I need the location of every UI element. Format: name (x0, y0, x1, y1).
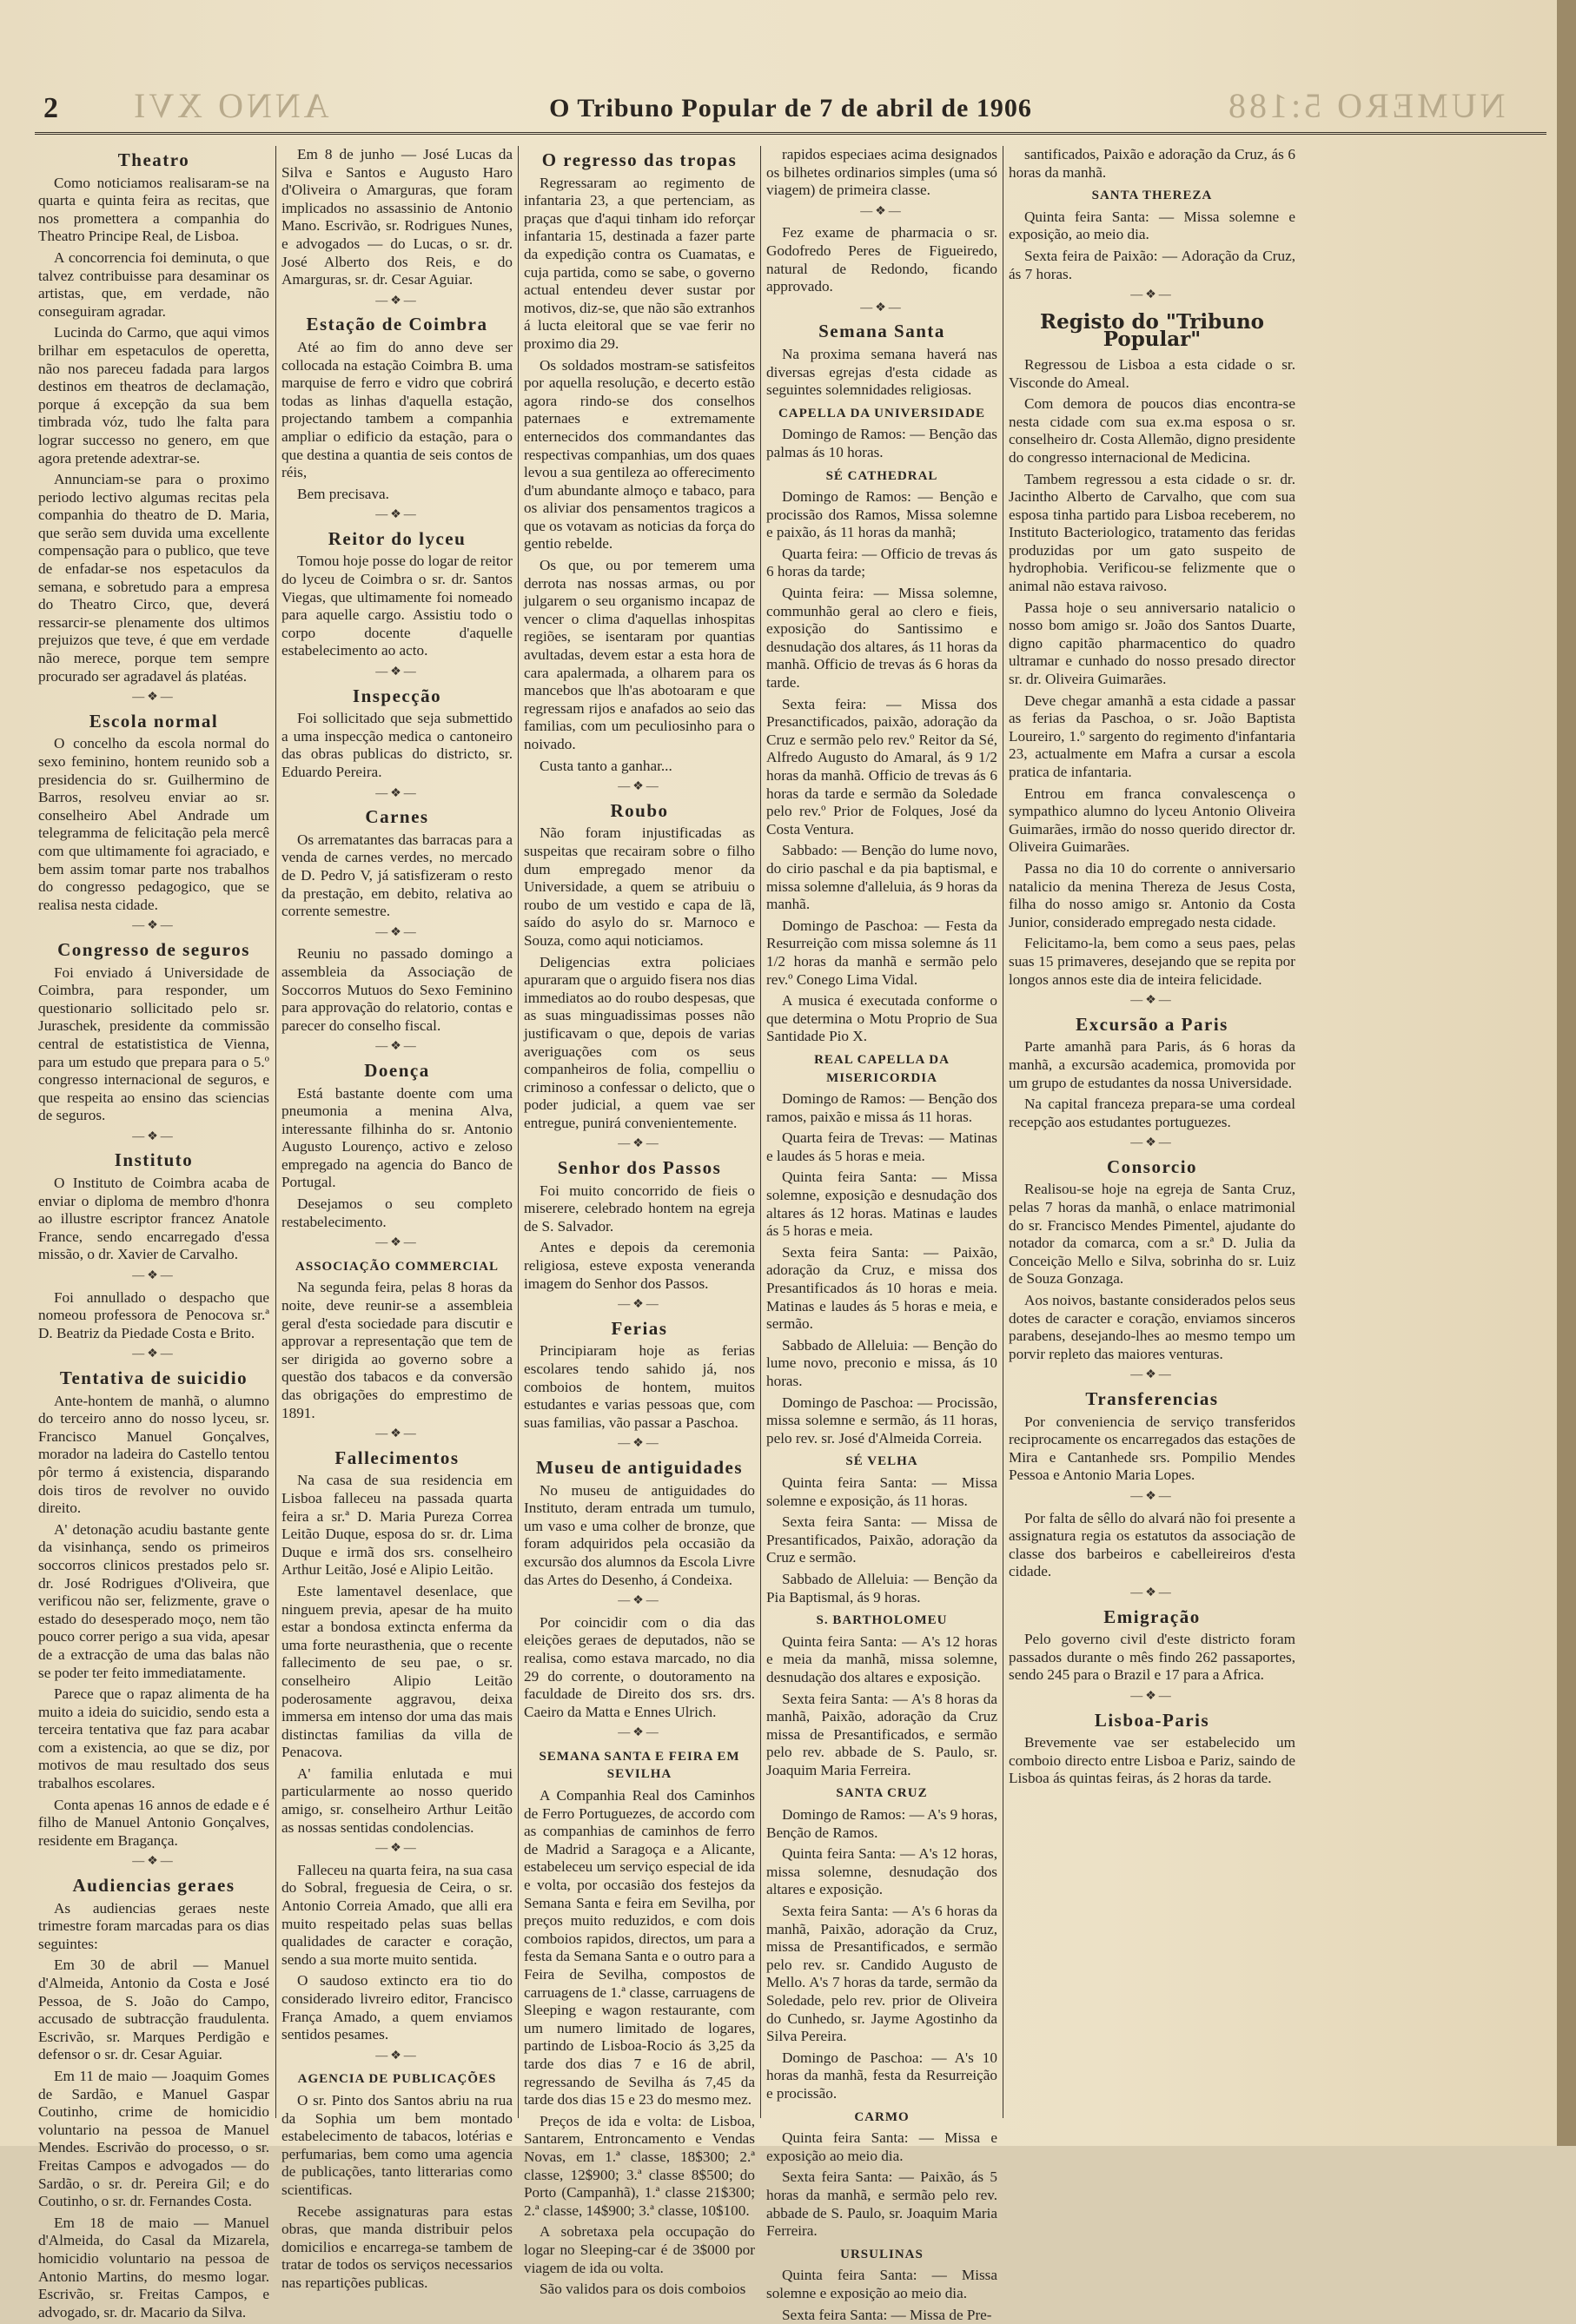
paragraph: Annunciam-se para o proximo periodo lectivo algumas recitas pela companhia do theatro de D. Maria, que serão sem duvida uma excellente compensação para o publico, que teve de enfadar-se nos espetaculos da semana, e sobretudo para a empresa do Theatro Circo, que, deverá ressarcir-se plenamente dos ultimos prejuizos que teve, é que em verdade não merece, porque tem sempre procurado ser agradavel ás platéas. (38, 471, 269, 685)
heading-reitor: Reitor do lyceu (281, 530, 513, 548)
paragraph: Falleceu na quarta feira, na sua casa do Sobral, freguesia de Ceira, o sr. Antonio Correia Amado, que alli era muito respeitado pelas suas bellas qualidades de caracter e coração, sendo a sua morte muito sentida. (281, 1862, 513, 1970)
paragraph: Sexta feira Santa: — Missa de Presantificados, Paixão, adoração da Cruz e sermão. (766, 1513, 997, 1567)
column-rule (518, 146, 519, 2118)
column-2 (281, 146, 513, 2118)
paragraph: Sexta feira Santa: — Missa de Pre- (766, 2307, 997, 2324)
paragraph: Sexta feira de Paixão: — Adoração da Cruz, ás 7 horas. (1009, 248, 1295, 283)
paragraph: O Instituto de Coimbra acaba de enviar o diploma de membro d'honra ao illustre escriptor francez Anatole France, sendo encarregado d'essa missão, o dr. Xavier de Carvalho. (38, 1175, 269, 1264)
paragraph: Os arrematantes das barracas para a venda de carnes verdes, no mercado de D. Pedro V, já satisfizeram o resto da prestação, em debito, relativa ao corrente semestre. (281, 831, 513, 921)
column-1 (38, 146, 269, 2118)
heading-tentativa: Tentativa de suicidio (38, 1369, 269, 1387)
paragraph: Quinta feira Santa: — Missa solemne e exposição, ás 11 horas. (766, 1474, 997, 1510)
paragraph: Domingo de Paschoa: — A's 10 horas da manhã, festa da Resurreição e procissão. (766, 2049, 997, 2103)
paragraph: Lucinda do Carmo, que aqui vimos brilhar em espetaculos de operetta, não nos pareceu fadada para largos destinos em theatros de declamação, porque á excepção da sua bem timbrada vóz, tudo lhe falta para lograr successo no genero, em que agora pretende adextrar-se. (38, 324, 269, 467)
ornament: —❖— (281, 1426, 513, 1444)
page-edge (1557, 0, 1576, 2146)
bleed-through-right: NUMERO 5:188 (1225, 85, 1505, 126)
ornament: —❖— (766, 300, 997, 318)
paragraph: santificados, Paixão e adoração da Cruz, ás 6 horas da manhã. (1009, 146, 1295, 182)
paragraph: Sexta feira Santa: — Paixão, ás 5 horas da manhã, e sermão pelo rev. abbade de S. Paulo, sr. Joaquim Maria Ferreira. (766, 2168, 997, 2240)
heading-audiencias: Audiencias geraes (38, 1877, 269, 1895)
heading-roubo: Roubo (524, 802, 755, 820)
paragraph: Na segunda feira, pelas 8 horas da noite, deve reunir-se a assembleia geral d'esta sociedade para discutir e approvar a representação que tem de ser dirigida ao governo sobre a questão dos tabacos e da conversão das obrigações do emprestimo de 1891. (281, 1279, 513, 1422)
paragraph: Passa no dia 10 do corrente o anniversario natalicio da menina Thereza de Jesus Costa, filha do nosso amigo sr. Antonio da Costa Junior, considerado empregado nesta cidade. (1009, 860, 1295, 931)
ornament: —❖— (524, 778, 755, 797)
subheading: SANTA CRUZ (766, 1784, 997, 1803)
heading-ferias: Ferias (524, 1320, 755, 1338)
paragraph: Entrou em franca convalescença o sympathico alumno do lyceu Antonio Oliveira Guimarães, irmão do nosso querido director dr. Oliveira Guimarães. (1009, 785, 1295, 857)
ornament: —❖— (524, 1296, 755, 1314)
paragraph: Regressaram ao regimento de infantaria 23, a que pertenciam, as praças que d'aqui tinham ido reforçar infantaria 15, destinada a fazer parte da expedição contra os Cuamatas, e cuja partida, como se sabe, o governo actual entendeu dever sustar por motivos, diz-se, que não são extranhos á lucta eleitoral que se vae ferir no proximo dia 29. (524, 175, 755, 354)
paragraph: Deve chegar amanhã a esta cidade a passar as ferias da Paschoa, o sr. João Baptista Loureiro, 1.º sargento do regimento d'infantaria 23, actualmente em Mafra a cursar a escola pratica de infantaria. (1009, 692, 1295, 782)
heading-lisboa-paris: Lisboa-Paris (1009, 1712, 1295, 1730)
paragraph: Sexta feira Santa: — A's 8 horas da manhã, Paixão, adoração da Cruz missa de Presantificados, e sermão pelo rev. abbade de S. Paulo, sr. Joaquim Maria Ferreira. (766, 1691, 997, 1780)
paragraph: Em 18 de maio — Manuel d'Almeida, do Casal da Mizarela, homicidio voluntario na pessoa de Antonio Martins, do mesmo logar. Escrivão, sr. Freitas Campos, e advogado, sr. dr. Macario da Silva. (38, 2215, 269, 2322)
ornament: —❖— (1009, 1688, 1295, 1706)
paragraph: Quinta feira: — Missa solemne, communhão geral ao clero e fieis, exposição do Santissimo e desnudação dos altares, ás 11 horas da manhã. Officio de trevas ás 6 horas da tarde. (766, 585, 997, 692)
paragraph: Quinta feira Santa: — Missa e exposição ao meio dia. (766, 2129, 997, 2165)
column-5 (1009, 146, 1295, 2118)
paragraph: Na casa de sua residencia em Lisboa falleceu na passada quarta feira a sr.ª D. Maria Pureza Correa Leitão Duque, esposa do sr. dr. Lima Duque e irmã dos srs. conselheiro Arthur Leitão, José e Alipio Leitão. (281, 1472, 513, 1579)
ornament: —❖— (524, 1725, 755, 1743)
paragraph: Custa tanto a ganhar... (524, 758, 755, 776)
paragraph: Quinta feira Santa: — Missa solemne, exposição e desnudação dos altares ás 12 horas. Matinas e laudes ás 5 horas e meia. (766, 1169, 997, 1240)
paragraph: Sexta feira: — Missa dos Presanctificados, paixão, adoração da Cruz e sermão pelo rev.º Reitor da Sé, Alfredo Augusto do Amaral, ás 9 1/2 horas da manhã. Officio de trevas ás 6 horas da tarde e sermão da Soledade pelo rev.º Prior de Folques, José da Costa Ventura. (766, 696, 997, 839)
paragraph: Conta apenas 16 annos de edade e é filho de Manuel Antonio Gonçalves, residente em Bragança. (38, 1797, 269, 1851)
paragraph: Brevemente vae ser estabelecido um comboio directo entre Lisboa e Pariz, saindo de Lisboa ás quintas feiras, ás 2 horas da tarde. (1009, 1734, 1295, 1788)
paragraph: Fez exame de pharmacia o sr. Godofredo Peres de Figueiredo, natural de Redondo, ficando approvado. (766, 224, 997, 295)
columns (35, 146, 1546, 2127)
heading-fallecimentos: Fallecimentos (281, 1449, 513, 1467)
paragraph: Está bastante doente com uma pneumonia a menina Alva, interessante filhinha do sr. Antonio Augusto Lourenço, activo e zeloso empregado na agencia do Banco de Portugal. (281, 1085, 513, 1193)
heading-museu: Museu de antiguidades (524, 1459, 755, 1477)
column-4 (766, 146, 997, 2118)
paragraph: Desejamos o seu completo restabelecimento. (281, 1195, 513, 1231)
heading-theatro: Theatro (38, 151, 269, 169)
paragraph: Realisou-se hoje na egreja de Santa Cruz, pelas 7 horas da manhã, o enlace matrimonial do sr. Francisco Mendes Pimentel, ajudante do notador da comarca, com a sr.ª D. Julia da Conceição Mello e Silva, sobrinha do sr. Luiz de Souza Gonzaga. (1009, 1181, 1295, 1288)
subheading: S. BARTHOLOMEU (766, 1612, 997, 1630)
paragraph: Passa hoje o seu anniversario natalicio o nosso bom amigo sr. João dos Santos Duarte, digno capitão pharmacentico do quadro ultramar e cunhado do nosso presado director sr. dr. Oliveira Guimarães. (1009, 599, 1295, 689)
paragraph: Bem precisava. (281, 486, 513, 504)
paragraph: O sr. Pinto dos Santos abriu na rua da Sophia um bem montado estabelecimento de tabacos, lotérias e perfumarias, bem como uma agencia de publicações, tanto litterarias como scientificas. (281, 2092, 513, 2200)
paragraph: São validos para os dois comboios (524, 2281, 755, 2299)
ornament: —❖— (281, 1235, 513, 1253)
paragraph: Quarta feira: — Officio de trevas ás 6 horas da tarde; (766, 546, 997, 581)
paragraph: Sabbado de Alleluia: — Benção do lume novo, preconio e missa, ás 10 horas. (766, 1337, 997, 1391)
paragraph: A concorrencia foi deminuta, o que talvez contribuisse para desaminar os artistas, que, em verdade, não conseguiram agradar. (38, 249, 269, 321)
heading-agencia: AGENCIA DE PUBLICAÇÕES (281, 2070, 513, 2089)
paragraph: Aos noivos, bastante considerados pelos seus dotes de caracter e coração, enviamos sinceros parabens, desejando-lhes ao mesmo tempo um porvir repleto das maiores venturas. (1009, 1292, 1295, 1363)
paragraph: Quinta feira Santa: — Missa solemne e exposição, ao meio dia. (1009, 209, 1295, 244)
ornament: —❖— (281, 924, 513, 943)
heading-instituto: Instituto (38, 1151, 269, 1169)
ornament: —❖— (524, 1136, 755, 1154)
ornament: —❖— (38, 1268, 269, 1286)
paragraph: Não foram injustificadas as suspeitas que recairam sobre o filho dum empregado menor da Universidade, a quem se atribuiu o roubo de um vestido e capa de lã, saído do asylo do sr. Marnoco e Souza, como aqui noticiamos. (524, 824, 755, 950)
paragraph: Quinta feira Santa: — Missa solemne e exposição ao meio dia. (766, 2267, 997, 2302)
paragraph: Deligencias extra policiaes apuraram que o arguido fisera nos dias immediatos ao do roubo despesas, que as suas minguadissimas posses não justificavam o que, depois de varias averiguações com os seus companheiros de folia, compelliu o criminoso a confessar o delicto, que o poder judicial, a quem vae ser entregue, punirá convenientemente. (524, 954, 755, 1133)
ornament: —❖— (281, 1840, 513, 1858)
paragraph: A Companhia Real dos Caminhos de Ferro Portuguezes, de accordo com as companhias de caminhos de ferro de Madrid a Saragoça e a Alicante, estabeleceu um serviço especial de ida e volta, por occasião dos festejos da Semana Santa e feira em Sevilha, por preços muito reduzidos, e com dois comboios rapidos, directos, um para a festa da Semana Santa e o outro para a Feira de Sevilha, compostos de carruagens de 1.ª classe, carruagens de Sleeping e wagon restaurante, com um numero limitado de logares, partindo de Lisboa-Rocio ás 3,25 da tarde dos dias 7 e 16 de abril, regressando de Sevilha ás 7,45 da tarde dos dias 15 e 23 do mesmo mez. (524, 1787, 755, 2109)
ornament: —❖— (1009, 992, 1295, 1010)
paragraph: Domingo de Ramos: — Benção das palmas ás 10 horas. (766, 426, 997, 461)
ornament: —❖— (281, 785, 513, 804)
paragraph: Como noticiamos realisaram-se na quarta e quinta feira as recitas, que nos promettera a companhia do Theatro Principe Real, de Lisboa. (38, 175, 269, 246)
paragraph: Este lamentavel desenlace, que ninguem previa, apesar de ha muito estar a bondosa extincta enferma da uma forte neurasthenia, que o recente fallecimento de seu pae, o sr. conselheiro Alipio Leitão poderosamente aggravou, deixa immersa em intenso dor uma das mais distinctas familias da villa de Penacova. (281, 1583, 513, 1762)
column-rule (275, 146, 276, 2118)
paragraph: Domingo de Paschoa: — Festa da Resurreição com missa solemne ás 11 1/2 horas da manhã e sermão pelo rev.º Conego Lima Vidal. (766, 917, 997, 989)
paragraph: Preços de ida e volta: de Lisboa, Santarem, Entroncamento e Vendas Novas, em 1.ª classe, 18$300; 2.ª classe, 12$900; 3.ª classe 8$500; do Porto (Campanhã), 1.ª classe 21$300; 2.ª classe, 14$900; 3.ª classe, 10$100. (524, 2113, 755, 2221)
paragraph: Regressou de Lisboa a esta cidade o sr. Visconde do Ameal. (1009, 356, 1295, 392)
ornament: —❖— (1009, 1367, 1295, 1385)
bleed-through-left: ANNO XVI (130, 85, 329, 126)
paragraph: Parte amanhã para Paris, ás 6 horas da manhã, a excursão academica, promovida por um grupo de estudantes da nossa Universidade. (1009, 1038, 1295, 1092)
paragraph: Sabbado: — Benção do lume novo, do cirio paschal e da pia baptismal, e missa solemne d'alleluia, ás 9 horas da manhã. (766, 842, 997, 913)
ornament: —❖— (38, 689, 269, 707)
paragraph: Os soldados mostram-se satisfeitos por aquella resolução, e decerto estão agora rindo-se dos conselhos paternaes e extremamente enternecidos dos commandantes das respectivas companhias, um dos quaes levou a sua gentileza ao offerecimento d'um abundante almoço e tabaco, para os aliviar dos pensamentos tragicos a que os votavam as noticias da força do gentio rebelde. (524, 357, 755, 554)
subheading: CAPELLA DA UNIVERSIDADE (766, 405, 997, 423)
paragraph: Tomou hoje posse do logar de reitor do lyceu de Coimbra o sr. dr. Santos Viegas, que ultimamente foi nomeado para aquelle cargo. Assistiu todo o corpo docente d'aquelle estabelecimento ao acto. (281, 553, 513, 660)
ornament: —❖— (524, 1435, 755, 1453)
paragraph: Na capital franceza prepara-se uma cordeal recepção aos estudantes portuguezes. (1009, 1096, 1295, 1131)
column-rule (760, 146, 761, 2118)
paragraph: Felicitamo-la, bem como a seus paes, pelas suas 15 primaveres, desejando que se repita por longos annos este dia de inteira felicidade. (1009, 935, 1295, 989)
ornament: —❖— (1009, 287, 1295, 305)
paragraph: Tambem regressou a esta cidade o sr. dr. Jacintho Alberto de Carvalho, que com sua esposa tinha partido para Lisboa receberem, no Instituto Bacteriologico, tratamento das feridas produzidas por um gato suspeito de hydrophobia. Verificou-se felizmente que o animal não estava raivoso. (1009, 471, 1295, 596)
heading-senhor-passos: Senhor dos Passos (524, 1159, 755, 1177)
paragraph: Domingo de Ramos: — Benção dos ramos, paixão e missa ás 11 horas. (766, 1090, 997, 1126)
ornament: —❖— (1009, 1135, 1295, 1153)
masthead: O Tribuno Popular de 7 de abril de 1906 (35, 94, 1546, 123)
paragraph: A' familia enlutada e mui particularmente ao nosso querido amigo, sr. conselheiro Arthur Leitão as nossas sentidas condolencias. (281, 1765, 513, 1837)
paragraph: O concelho da escola normal do sexo feminino, hontem reunido sob a presidencia do sr. Guilhermino de Barros, resolveu enviar ao sr. conselheiro Abel Andrade um telegramma de felicitação pela mercê com que ultimamente foi agraciado, e bem assim tomar parte nos trabalhos do congresso pedagogico, que se realisa nesta cidade. (38, 735, 269, 914)
heading-escola-normal: Escola normal (38, 712, 269, 731)
ornament: —❖— (281, 293, 513, 311)
ornament: —❖— (1009, 1488, 1295, 1506)
heading-congresso: Congresso de seguros (38, 941, 269, 959)
paragraph: rapidos especiaes acima designados os bilhetes ordinarios simples (uma só viagem) de primeira classe. (766, 146, 997, 200)
paragraph: Sexta feira Santa: — Paixão, adoração da Cruz, e missa dos Presantificados ás 10 horas e meia. Matinas e laudes ás 5 horas e meia, e sermão. (766, 1244, 997, 1334)
paragraph: Com demora de poucos dias encontra-se nesta cidade com sua ex.ma esposa o sr. conselheiro dr. Costa Allemão, digno presidente do congresso internacional de Medicina. (1009, 395, 1295, 467)
paragraph: Sexta feira Santa: — A's 6 horas da manhã, Paixão, adoração da Cruz, missa de Presantificados, e sermão pelo rev. sr. Candido Augusto de Mello. A's 7 horas da tarde, sermão da Soledade, pelo rev. prior de Oliveira do Cunhedo, sr. Jayme Agostinho da Silva Pereira. (766, 1903, 997, 2046)
subheading: URSULINAS (766, 2246, 997, 2264)
subheading: SANTA THEREZA (1009, 187, 1295, 205)
heading-semana-santa: Semana Santa (766, 322, 997, 341)
heading-doenca: Doença (281, 1062, 513, 1080)
paragraph: A' detonação acudiu bastante gente da visinhança, sendo os primeiros soccorros clinicos prestados pelo sr. dr. José Rodrigues d'Oliveira, que verificou não ser, felizmente, grave o estado do desesperado moço, nem tão pouco correr perigo a sua vida, apesar de a extracção de uma das balas não se poder ter feito immediatamente. (38, 1521, 269, 1682)
ornament: —❖— (38, 917, 269, 936)
ornament: —❖— (524, 1592, 755, 1611)
paragraph: Ante-hontem de manhã, o alumno do terceiro anno do nosso lyceu, sr. Francisco Manuel Gonçalves, morador na ladeira do Castello tentou pôr termo á existencia, disparando dois tiros de revolver no ouvido direito. (38, 1393, 269, 1518)
subheading: SÉ CATHEDRAL (766, 467, 997, 486)
paragraph: Antes e depois da ceremonia religiosa, esteve exposta veneranda imagem do Senhor dos Passos. (524, 1239, 755, 1293)
ornament: —❖— (281, 664, 513, 682)
paragraph: Foi annullado o despacho que nomeou professora de Penocova sr.ª D. Beatriz da Piedade Costa e Brito. (38, 1289, 269, 1343)
heading-transferencias: Transferencias (1009, 1390, 1295, 1408)
heading-carnes: Carnes (281, 808, 513, 826)
paragraph: Os que, ou por temerem uma derrota nas nossas armas, ou por julgarem o seu organismo incapaz de vencer o clima d'aquellas inhospitas regiões, se isentaram por quantias avultadas, devem estar a esta hora de cara apalermada, a olharem para os mancebos que lh'as abotoaram e que regressam rijos e anafados ao seio das familias, com um peculiosinho para o noivado. (524, 557, 755, 754)
subheading: REAL CAPELLA DA MISERICORDIA (766, 1051, 997, 1087)
paragraph: Domingo de Ramos: — A's 9 horas, Benção de Ramos. (766, 1806, 997, 1842)
subheading: CARMO (766, 2109, 997, 2127)
heading-associacao: ASSOCIAÇÃO COMMERCIAL (281, 1258, 513, 1276)
paragraph: Na proxima semana haverá nas diversas egrejas d'esta cidade as seguintes solemnidades religiosas. (766, 346, 997, 400)
paragraph: Foi sollicitado que seja submettido a uma inspecção medica o cantoneiro das obras publicas do districto, sr. Eduardo Pereira. (281, 710, 513, 781)
ornament: —❖— (281, 1038, 513, 1056)
page-number: 2 (43, 92, 58, 125)
paragraph: As audiencias geraes neste trimestre foram marcadas para os dias seguintes: (38, 1900, 269, 1954)
paragraph: Parece que o rapaz alimenta de ha muito a ideia do suicidio, sendo esta a terceira tentativa que faz para acabar com a existencia, ao que se diz, por motivos de mau resultado dos seus trabalhos escolares. (38, 1685, 269, 1793)
paragraph: Por coincidir com o dia das eleições geraes de deputados, não se realisa, como estava marcado, no dia 29 do corrente, o doutoramento na faculdade de Direito dos srs. drs. Caeiro da Matta e Ennes Ulrich. (524, 1614, 755, 1722)
paragraph: Por conveniencia de serviço transferidos reciprocamente os encarregados das estações de Mira e Cantanhede srs. Pompilio Mendes Pessoa e Antonio Maria Lopes. (1009, 1414, 1295, 1485)
heading-registo: Registo do "Tribuno Popular" (1009, 314, 1295, 349)
paragraph: Recebe assignaturas para estas obras, que manda distribuir pelos domicilios e encarrega-se tambem de tratar de todos os serviços necessarios nas repartições publicas. (281, 2203, 513, 2293)
heading-regresso: O regresso das tropas (524, 151, 755, 169)
paragraph: Domingo de Paschoa: — Procissão, missa solemne e sermão, ás 11 horas, pelo rev. sr. José d'Almeida Correia. (766, 1394, 997, 1448)
heading-excursao: Excursão a Paris (1009, 1016, 1295, 1034)
paragraph: Principiaram hoje as ferias escolares tendo sahido já, nos comboios de hontem, muitos estudantes e varias pessoas que, com suas familias, vão passar a Paschoa. (524, 1342, 755, 1432)
paragraph: Quinta feira Santa: — A's 12 horas e meia da manhã, missa solemne, desnudação dos altares e exposição. (766, 1633, 997, 1687)
paragraph: Quinta feira Santa: — A's 12 horas, missa solemne, desnudação dos altares e exposição. (766, 1845, 997, 1899)
page-header (35, 87, 1546, 135)
heading-semana-sevilha: SEMANA SANTA E FEIRA EM SEVILHA (524, 1748, 755, 1784)
paragraph: Até ao fim do anno deve ser collocada na estação Coimbra B. uma marquise de ferro e vidro que cobrirá todas as linhas d'aquella estação, projectando tambem a companhia ampliar o edificio da estação, para o que destina a quantia de seis contos de réis, (281, 339, 513, 482)
heading-inspeccao: Inspecção (281, 687, 513, 705)
paragraph: No museu de antiguidades do Instituto, deram entrada um tumulo, um vaso e uma colher de bronze, que foram adquiridos pela occasião da excursão dos alumnos da Escola Livre das Artes do Desenho, á Condeixa. (524, 1482, 755, 1590)
heading-estacao: Estação de Coimbra (281, 315, 513, 334)
paragraph: Pelo governo civil d'este districto foram passados durante o mês findo 262 passaportes, sendo 245 para o Brazil e 17 para a Africa. (1009, 1631, 1295, 1685)
paragraph: Foi muito concorrido de fieis o miserere, celebrado hontem na egreja de S. Salvador. (524, 1182, 755, 1236)
subheading: SÉ VELHA (766, 1453, 997, 1471)
paragraph: Em 30 de abril — Manuel d'Almeida, Antonio da Costa e José Pessoa, de S. João do Campo, accusado de subtracção fraudulenta. Escrivão, sr. Marques Perdigão e defensor o sr. dr. Cesar Aguiar. (38, 1957, 269, 2064)
ornament: —❖— (1009, 1585, 1295, 1603)
paragraph: Em 8 de junho — José Lucas da Silva e Santos e Augusto Haro d'Oliveira o Amarguras, que foram implicados no assassinio de Antonio Mano. Escrivão, sr. Rodrigues Nunes, e advogados — do Lucas, o sr. dr. José Alberto dos Reis, e do Amarguras, sr. dr. Cesar Aguiar. (281, 146, 513, 289)
ornament: —❖— (281, 2048, 513, 2066)
paragraph: Foi enviado á Universidade de Coimbra, para responder, um questionario sollicitado pelo sr. Juraschek, presidente da commissão central de estatististica de Vienna, para um estudo que prepara para o 5.º congresso internacional de seguros, e que respeita ao ensino das sciencias de seguros. (38, 964, 269, 1125)
paragraph: Por falta de sêllo do alvará não foi presente a assignatura regia os estatutos da associação de classe dos barbeiros e cabelleireiros d'esta cidade. (1009, 1510, 1295, 1581)
paragraph: Domingo de Ramos: — Benção e procissão dos Ramos, Missa solemne e paixão, ás 11 horas da manhã; (766, 488, 997, 542)
ornament: —❖— (281, 507, 513, 525)
paragraph: O saudoso extincto era tio do considerado livreiro editor, Francisco França Amado, a quem enviamos sentidos pesames. (281, 1972, 513, 2043)
paragraph: A sobretaxa pela occupação do logar no Sleeping-car é de 3$000 por viagem de ida ou volta. (524, 2223, 755, 2277)
paragraph: Quarta feira de Trevas: — Matinas e laudes ás 5 horas e meia. (766, 1129, 997, 1165)
ornament: —❖— (766, 203, 997, 222)
heading-emigracao: Emigração (1009, 1608, 1295, 1626)
paragraph: A musica é executada conforme o que determina o Motu Proprio de Sua Santidade Pio X. (766, 992, 997, 1046)
column-3 (524, 146, 755, 2118)
ornament: —❖— (38, 1853, 269, 1871)
paragraph: Reuniu no passado domingo a assembleia da Associação de Soccorros Mutuos do Sexo Feminino para approvação do relatorio, contas e parecer do conselho fiscal. (281, 945, 513, 1035)
heading-consorcio: Consorcio (1009, 1158, 1295, 1176)
paragraph: Sabbado de Alleluia: — Benção da Pia Baptismal, ás 9 horas. (766, 1571, 997, 1606)
ornament: —❖— (38, 1129, 269, 1147)
ornament: —❖— (38, 1346, 269, 1364)
paragraph: Em 11 de maio — Joaquim Gomes de Sardão, e Manuel Gaspar Coutinho, crime de homicidio voluntario na pessoa de Manuel Mendes. Escrivão do processo, o sr. Freitas Campos e advogados — do Sardão, o sr. dr. Pereira Gil; e do Coutinho, o sr. dr. Fernandes Costa. (38, 2068, 269, 2211)
